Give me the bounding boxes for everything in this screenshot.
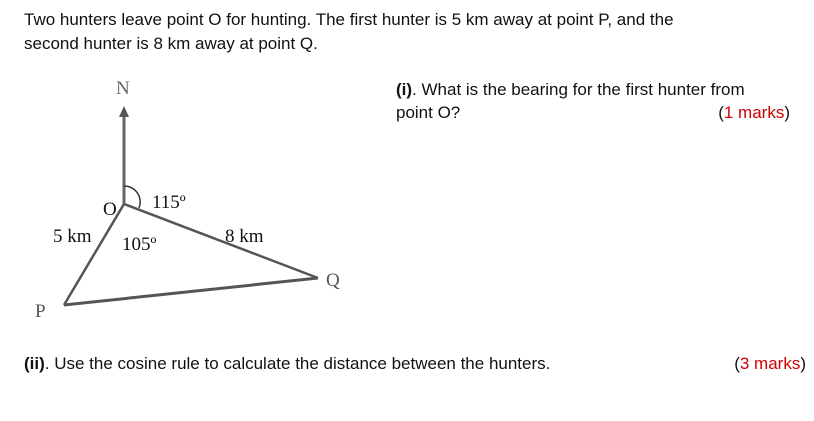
angle-115-label: 115º (152, 192, 186, 213)
intro-line-2: second hunter is 8 km away at point Q. (24, 34, 318, 53)
question-1-number: (i) (396, 80, 413, 99)
question-1-text: . What is the bearing for the first hunter from (412, 80, 745, 99)
bearing-diagram (30, 74, 370, 324)
question-2-text: . Use the cosine rule to calculate the distance between the hunters. (44, 354, 551, 373)
question-2-number: (ii) (24, 354, 45, 373)
distance-op-label: 5 km (53, 226, 92, 247)
point-o-label: O (103, 199, 117, 220)
distance-oq-label: 8 km (225, 226, 264, 247)
point-p-label: P (35, 301, 46, 322)
question-1-line-1 (396, 80, 745, 99)
question-2 (24, 352, 806, 376)
north-label: N (116, 78, 130, 99)
question-1 (396, 78, 790, 124)
problem-intro (24, 8, 784, 56)
question-2-marks: (3 marks) (734, 354, 806, 373)
intro-line-1: Two hunters leave point O for hunting. The first hunter is 5 km away at point P, and the (24, 10, 674, 29)
question-1-line-2: point O? (396, 103, 461, 122)
question-1-marks: (1 marks) (718, 103, 790, 122)
question-1-marks-value: 1 marks (723, 103, 785, 122)
angle-105-label: 105º (122, 234, 157, 255)
line-pq (64, 278, 318, 305)
question-2-marks-value: 3 marks (739, 354, 801, 373)
point-q-label: Q (326, 270, 340, 291)
north-arrow-icon (119, 106, 129, 117)
